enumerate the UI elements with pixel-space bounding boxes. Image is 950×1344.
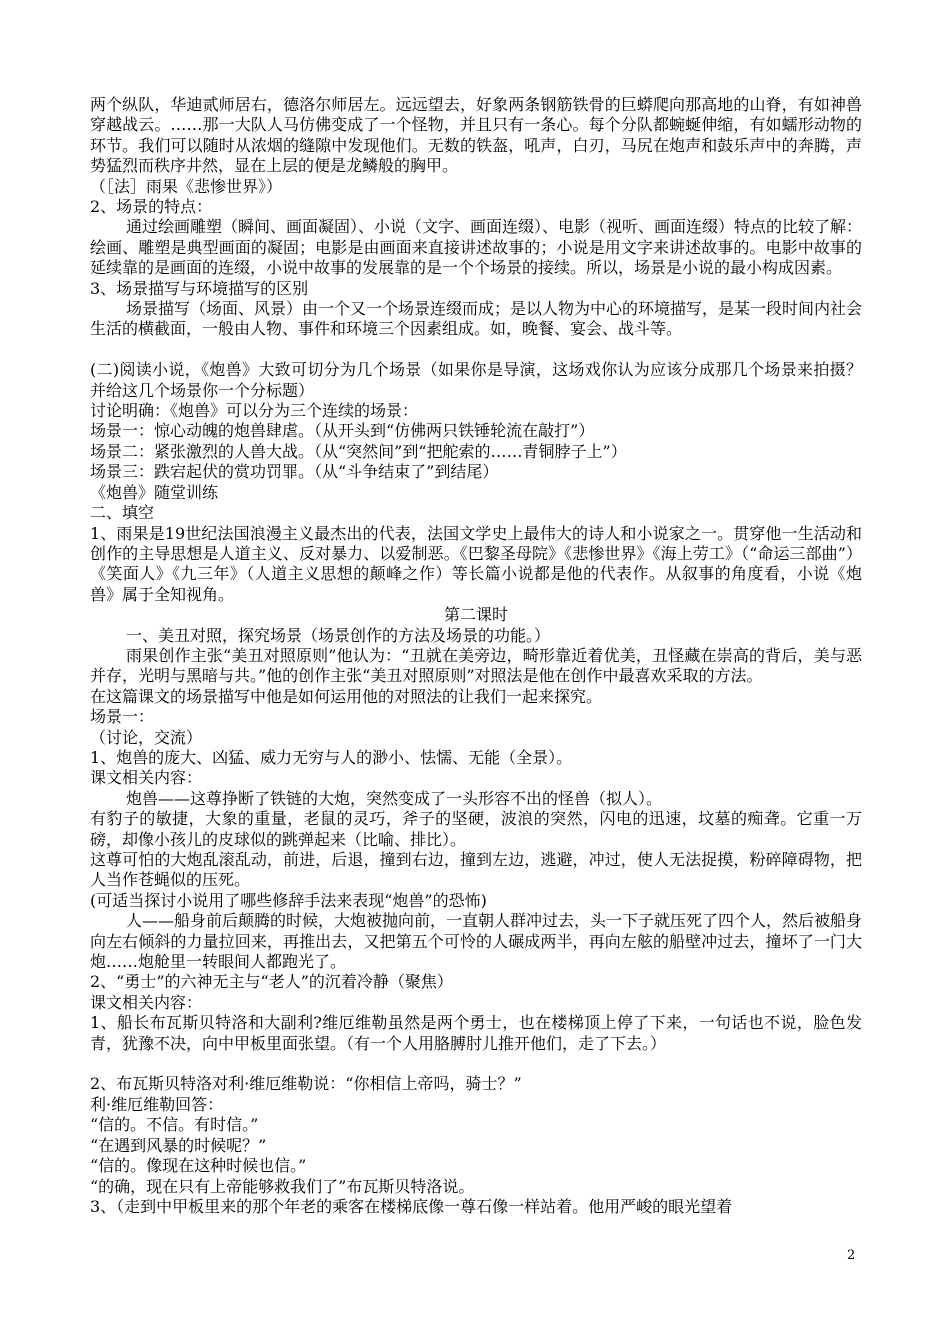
paragraph: 人——船身前后颠腾的时候，大炮被抛向前，一直朝人群冲过去，头一下子就压死了四个人，然后被船身向左右倾斜的力量拉回来，再推出去，又把第五个可怜的人碾成两半，再向左舷的船壁冲过去，撞坏了一门大炮……炮舱里一转眼间人都跑光了。 <box>90 911 863 972</box>
paragraph: 第二课时 <box>443 605 508 625</box>
paragraph: 有豹子的敏捷，大象的重量，老鼠的灵巧，斧子的坚硬，波浪的突然，闪电的迅速，坟墓的痴聋。它重一万磅，却像小孩儿的皮球似的跳弹起来（比喻、排比）。 <box>90 809 862 849</box>
paragraph: “信的。不信。有时信。” <box>90 1115 259 1135</box>
paragraph: 3、（走到中甲板里来的那个年老的乘客在楼梯底像一尊石像一样站着。他用严峻的眼光望着 <box>90 1196 733 1216</box>
paragraph: 讨论明确：《炮兽》可以分为三个连续的场景： <box>90 401 419 421</box>
paragraph: 1、雨果是19世纪法国浪漫主义最杰出的代表，法国文学史上最伟大的诗人和小说家之一。贯穿他一生活动和创作的主导思想是人道主义、反对暴力、以爱制恶。《巴黎圣母院》《悲惨世界》《海上劳工》（“命运三部曲”）《笑面人》《九三年》（人道主义思想的颠峰之作）等长篇小说都是他的代表作。从叙事的角度看，小说《炮兽》属于全知视角。 <box>90 523 862 604</box>
paragraph: 《炮兽》随堂训练 <box>90 482 219 502</box>
blank-line <box>90 340 862 360</box>
paragraph: 一、美丑对照，探究场景（场景创作的方法及场景的功能。） <box>126 625 551 645</box>
paragraph: 1、船长布瓦斯贝特洛和大副利?维厄维勒虽然是两个勇士，也在楼梯顶上停了下来，一句话也不说，脸色发青，犹豫不决，向中甲板里面张望。（有一个人用胳膊肘儿推开他们，走了下去。） <box>90 1013 862 1053</box>
paragraph: 2、“勇士”的六神无主与“老人”的沉着冷静（聚焦） <box>90 972 453 992</box>
paragraph: 3、场景描写与环境描写的区别 <box>90 278 309 298</box>
paragraph: 通过绘画雕塑（瞬间、画面凝固）、小说（文字、画面连缀）、电影（视听、画面连缀）特点的比较了解： <box>126 217 863 237</box>
blank-line <box>90 1054 862 1074</box>
paragraph: 场景一：惊心动魄的炮兽肆虐。（从开头到“仿佛两只铁锤轮流在敲打”） <box>90 421 595 441</box>
paragraph: （［法］雨果《悲惨世界》） <box>90 176 283 196</box>
paragraph: 场景描写（场面、风景）由一个又一个场景连缀而成；是以人物为中心的环境描写，是某一段时间内社会生活的横截面，一般由人物、事件和环境三个因素组成。如，晚餐、宴会、战斗等。 <box>90 299 863 339</box>
paragraph: 利·维厄维勒回答： <box>90 1094 224 1114</box>
paragraph: 课文相关内容： <box>90 768 203 788</box>
paragraph: 雨果创作主张“美丑对照原则”他认为：“丑就在美旁边，畸形靠近着优美，丑怪藏在崇高的背后，美与恶并存，光明与黑暗与共。”他的创作主张“美丑对照原则”对照法是他在创作中最喜欢采取的方法。 <box>90 645 862 686</box>
paragraph: 课文相关内容： <box>90 992 203 1012</box>
paragraph: (二)阅读小说，《炮兽》大致可切分为几个场景（如果你是导演，这场戏你认为应该分成那几个场景来拍摄？并给这几个场景你一个分标题） <box>90 360 862 400</box>
paragraph: 场景二：紧张激烈的人兽大战。（从“突然间”到“把舵索的……青铜脖子上”） <box>90 441 627 461</box>
paragraph: 场景三：跌宕起伏的赏功罚罪。（从“斗争结束了”到结尾） <box>90 462 499 482</box>
paragraph: 在这篇课文的场景描写中他是如何运用他的对照法的让我们一起来探究。 <box>90 686 603 706</box>
document-body <box>90 95 862 1217</box>
page-number: 2 <box>847 1248 856 1263</box>
paragraph: （讨论，交流） <box>90 727 203 747</box>
paragraph: (可适当探讨小说用了哪些修辞手法来表现“炮兽”的恐怖) <box>90 890 487 910</box>
paragraph: “信的。像现在这种时候也信。” <box>90 1156 307 1176</box>
paragraph: 炮兽——这尊挣断了铁链的大炮，突然变成了一头形容不出的怪兽（拟人）。 <box>126 788 663 808</box>
paragraph: 2、场景的特点： <box>90 197 213 217</box>
paragraph: “的确，现在只有上帝能够救我们了”布瓦斯贝特洛说。 <box>90 1176 475 1196</box>
paragraph: 二、填空 <box>90 503 155 523</box>
paragraph: 这尊可怕的大炮乱滚乱动，前进，后退，撞到右边，撞到左边，逃避，冲过，使人无法捉摸，粉碎障碍物，把人当作苍蝇似的压死。 <box>90 850 862 890</box>
paragraph: 场景一： <box>90 707 155 727</box>
paragraph: 2、布瓦斯贝特洛对利·维厄维勒说：“你相信上帝吗，骑士？” <box>90 1074 522 1094</box>
paragraph: 绘画、雕塑是典型画面的凝固；电影是由画面来直接讲述故事的；小说是用文字来讲述故事的。电影中故事的延续靠的是画面的连缀，小说中故事的发展靠的是一个个场景的接续。所以，场景是小说的最小构成因素。 <box>90 237 862 278</box>
paragraph: “在遇到风暴的时候呢？” <box>90 1135 267 1155</box>
paragraph: 1、炮兽的庞大、凶猛、威力无穷与人的渺小、怯懦、无能（全景）。 <box>90 747 573 767</box>
paragraph: 两个纵队，华迪贰师居右，德洛尔师居左。远远望去，好象两条钢筋铁骨的巨蟒爬向那高地的山脊，有如神兽穿越战云。……那一大队人马仿佛变成了一个怪物，并且只有一条心。每个分队都蜿蜒伸缩，有如蠕形动物的环节。我们可以随时从浓烟的缝隙中发现他们。无数的铁盔，吼声，白刃，马尻在炮声和鼓乐声中的奔腾，声势猛烈而秩序井然，显在上层的便是龙鳞般的胸甲。 <box>90 95 862 176</box>
